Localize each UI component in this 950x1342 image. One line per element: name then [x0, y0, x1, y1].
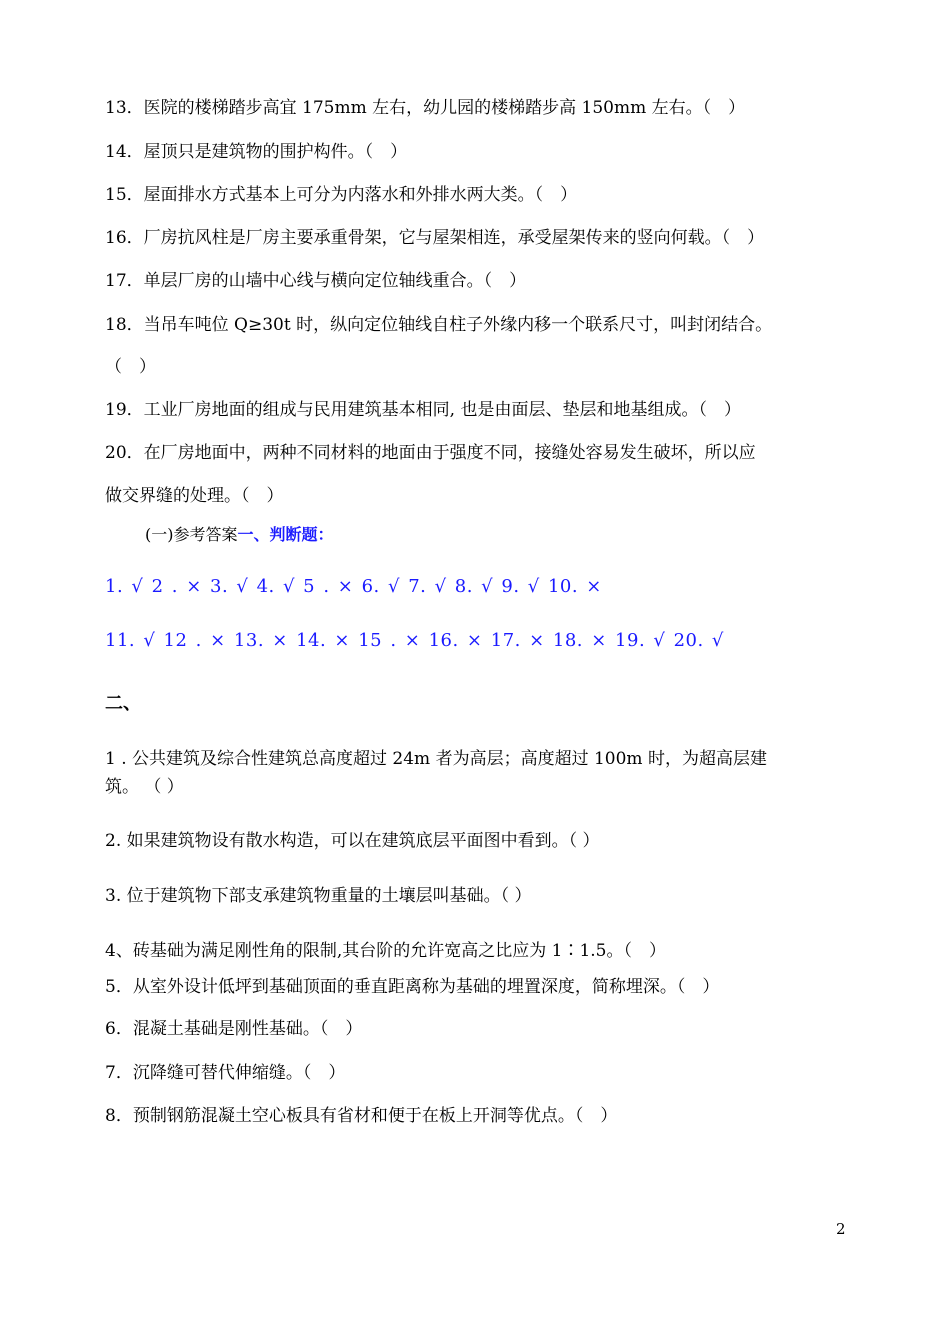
s2-question-5: 5．从室外设计低坪到基础顶面的垂直距离称为基础的埋置深度，简称埋深。（ ）	[105, 977, 720, 997]
answer-heading-title: 一、判断题：	[237, 525, 334, 544]
question-20-continuation: 做交界缝的处理。（ ）	[105, 486, 284, 506]
question-18-continuation: （ ）	[105, 357, 156, 377]
question-15: 15．屋面排水方式基本上可分为内落水和外排水两大类。（ ）	[105, 185, 578, 205]
s2-question-4: 4、砖基础为满足刚性角的限制,其台阶的允许宽高之比应为 1∶1.5。（ ）	[105, 941, 666, 961]
question-16: 16．厂房抗风柱是厂房主要承重骨架，它与屋架相连，承受屋架传来的竖向何载。（ ）	[105, 228, 765, 248]
question-20: 20．在厂房地面中，两种不同材料的地面由于强度不同，接缝处容易发生破坏，所以应	[105, 443, 756, 463]
s2-question-8: 8．预制钢筋混凝土空心板具有省材和便于在板上开洞等优点。（ ）	[105, 1106, 618, 1126]
answer-heading-prefix: (一)参考答案	[145, 525, 238, 544]
answers-row-1: 1. √ 2 . × 3. √ 4. √ 5 . × 6. √ 7. √ 8. √ 9. √ 10. ×	[105, 576, 602, 597]
s2-question-7: 7．沉降缝可替代伸缩缝。（ ）	[105, 1063, 346, 1083]
s2-question-3: 3. 位于建筑物下部支承建筑物重量的土壤层叫基础。（ ）	[105, 886, 532, 906]
section-2-heading: 二、	[105, 693, 141, 714]
s2-question-2: 2. 如果建筑物设有散水构造，可以在建筑底层平面图中看到。（ ）	[105, 831, 600, 851]
question-18: 18．当吊车吨位 Q≥30t 时，纵向定位轴线自柱子外缘内移一个联系尺寸，叫封闭结合。	[105, 315, 773, 335]
s2-question-1-continuation: 筑。 （ ）	[105, 777, 184, 797]
answer-heading	[145, 527, 334, 543]
question-17: 17．单层厂房的山墙中心线与横向定位轴线重合。（ ）	[105, 271, 527, 291]
s2-question-6: 6．混凝土基础是刚性基础。（ ）	[105, 1019, 363, 1039]
question-19: 19．工业厂房地面的组成与民用建筑基本相同, 也是由面层、垫层和地基组成。（ ）	[105, 400, 741, 420]
question-13: 13．医院的楼梯踏步高宜 175mm 左右，幼儿园的楼梯踏步高 150mm 左右。（ ）	[105, 98, 746, 118]
s2-question-1: 1 . 公共建筑及综合性建筑总高度超过 24m 者为高层；高度超过 100m 时，为超高层建	[105, 749, 767, 769]
answers-row-2: 11. √ 12 . × 13. × 14. × 15 . × 16. × 17. × 18. × 19. √ 20. √	[105, 630, 724, 651]
page-number: 2	[836, 1220, 846, 1238]
question-14: 14．屋顶只是建筑物的围护构件。（ ）	[105, 142, 408, 162]
